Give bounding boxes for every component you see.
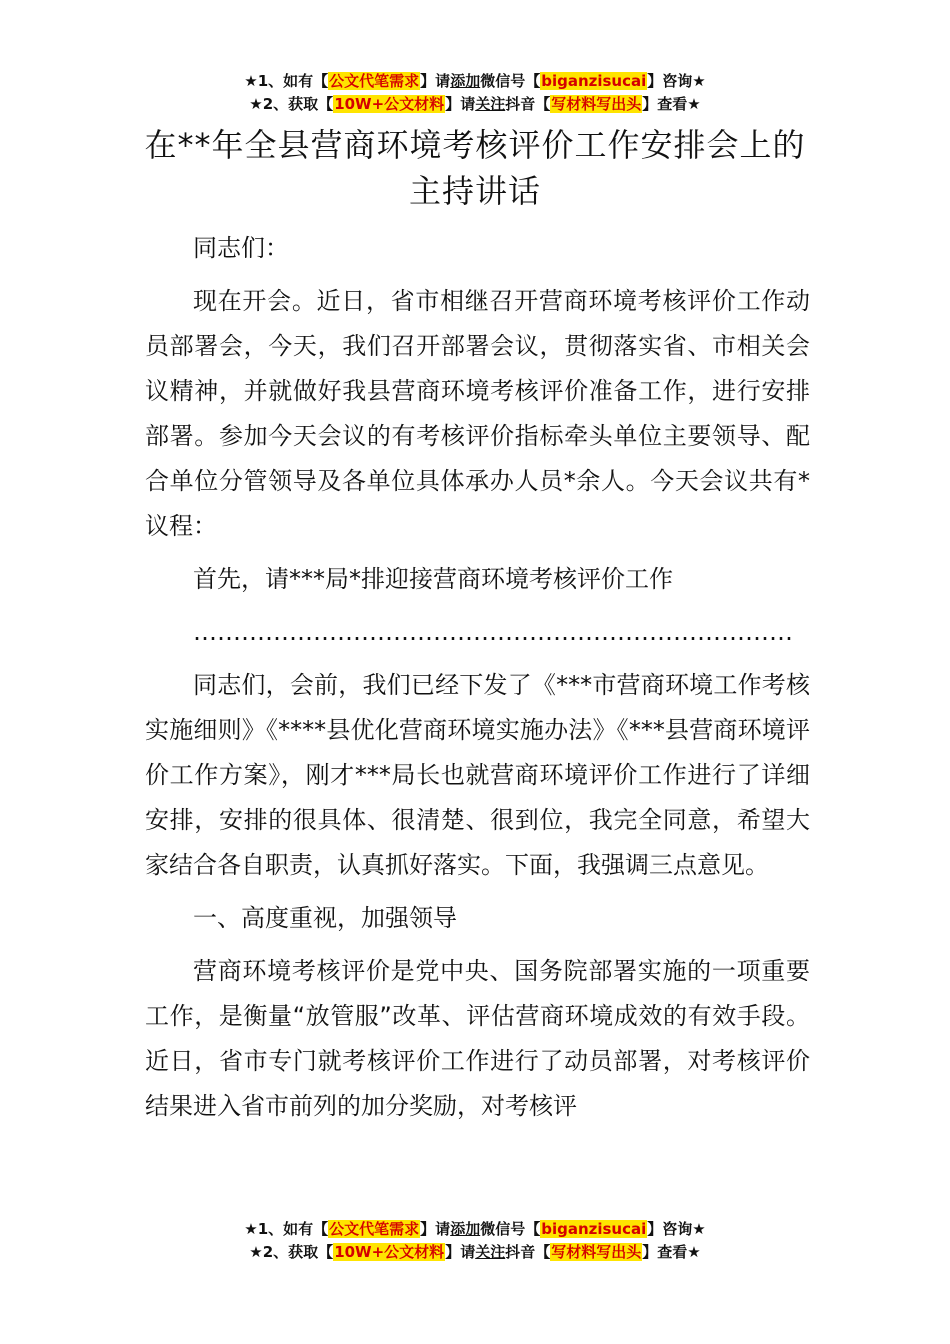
banner-underline: 添加 — [450, 72, 481, 90]
highlight-douyin: 写材料写出头 — [551, 95, 642, 113]
document-title: 在**年全县营商环境考核评价工作安排会上的主持讲话 — [144, 126, 806, 210]
banner-text: 】请 — [420, 72, 451, 90]
banner-text: ★2、获取【 — [249, 95, 334, 113]
greeting: 同志们： — [193, 234, 289, 262]
banner-text: 】查看★ — [642, 95, 701, 113]
highlight-wechat-id: biganzisucai — [541, 1220, 647, 1238]
banner-text: 】请 — [445, 1243, 476, 1261]
banner-underline: 关注 — [475, 95, 506, 113]
highlight-service: 公文代笔需求 — [329, 1220, 420, 1238]
banner-text: 】请 — [420, 1220, 451, 1238]
highlight-service: 公文代笔需求 — [329, 72, 420, 90]
highlight-wechat-id: biganzisucai — [541, 72, 647, 90]
banner-line-1 — [0, 70, 950, 93]
document-body — [145, 226, 810, 1137]
banner-text: 微信号【 — [480, 72, 541, 90]
banner-text: 】请 — [445, 95, 476, 113]
banner-text: ★1、如有【 — [244, 1220, 329, 1238]
banner-underline: 添加 — [450, 1220, 481, 1238]
header-banner — [0, 70, 950, 116]
banner-text: 抖音【 — [505, 95, 551, 113]
banner-text: 】查看★ — [642, 1243, 701, 1261]
banner-text: 】咨询★ — [647, 1220, 706, 1238]
paragraph: 现在开会。近日，省市相继召开营商环境考核评价工作动员部署会，今天，我们召开部署会议，贯彻落实省、市相关会议精神，并就做好我县营商环境考核评价准备工作，进行安排部署。参加今天会议的有考核评价指标牵头单位主要领导、配合单位分管领导及各单位具体承办人员*余人。今天会议共有*议程： — [145, 287, 810, 540]
banner-text: 抖音【 — [505, 1243, 551, 1261]
highlight-materials: 10W+公文材料 — [334, 1243, 445, 1261]
banner-text: 】咨询★ — [647, 72, 706, 90]
banner-underline: 关注 — [475, 1243, 506, 1261]
highlight-douyin: 写材料写出头 — [551, 1243, 642, 1261]
banner-line-2 — [0, 93, 950, 116]
paragraph: 首先，请***局*排迎接营商环境考核评价工作 — [193, 565, 673, 593]
banner-text: 微信号【 — [480, 1220, 541, 1238]
banner-line-2 — [0, 1241, 950, 1264]
paragraph: 营商环境考核评价是党中央、国务院部署实施的一项重要工作，是衡量“放管服”改革、评估营商环境成效的有效手段。近日，省市专门就考核评价工作进行了动员部署，对考核评价结果进入省市前列的加分奖励，对考核评 — [145, 957, 810, 1120]
paragraph: 同志们，会前，我们已经下发了《***市营商环境工作考核实施细则》《****县优化营商环境实施办法》《***县营商环境评价工作方案》，刚才***局长也就营商环境评价工作进行了详细安排，安排的很具体、很清楚、很到位，我完全同意，希望大家结合各自职责，认真抓好落实。下面，我强调三点意见。 — [145, 671, 810, 879]
banner-text: ★2、获取【 — [249, 1243, 334, 1261]
banner-line-1 — [0, 1218, 950, 1241]
footer-banner — [0, 1218, 950, 1264]
banner-text: ★1、如有【 — [244, 72, 329, 90]
ellipsis-line: ………………………………………………………………… — [193, 618, 793, 646]
section-heading: 一、高度重视，加强领导 — [193, 904, 457, 932]
highlight-materials: 10W+公文材料 — [334, 95, 445, 113]
